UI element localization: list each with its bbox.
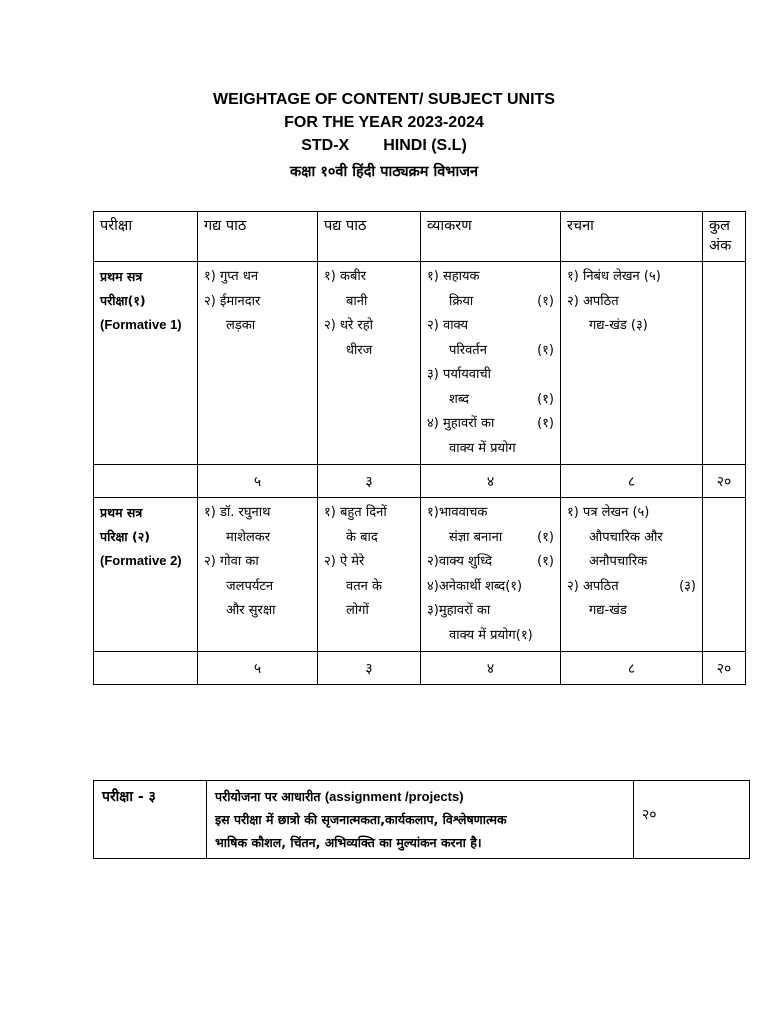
list-item (567, 314, 696, 339)
list-item-text: १) सहायक (427, 269, 480, 284)
marks-value: २० (703, 465, 746, 498)
list-item (567, 550, 696, 575)
item-marks: (१) (537, 416, 554, 431)
list-item (427, 437, 554, 462)
list-item (567, 526, 696, 551)
list-item-text: २) अपठित (567, 578, 619, 594)
list-item (204, 575, 311, 600)
header-gadya: गद्य पाठ (198, 212, 318, 262)
item-marks: (३) (679, 578, 696, 594)
item-marks: (१) (537, 342, 554, 358)
list-item-text: धीरज (346, 342, 373, 358)
list-item (204, 599, 311, 624)
list-item (324, 550, 414, 575)
document-header (0, 88, 768, 185)
list-item-text: जलपर्यटन (226, 578, 274, 594)
exam3-desc-line-2: भाषिक कौशल, चिंतन, अभिव्यक्ति का मुल्यांकन करना है। (215, 835, 482, 850)
list-item (427, 339, 554, 364)
header-exam: परीक्षा (94, 212, 198, 262)
exam3-title: परीयोजना पर आधारीत (215, 789, 321, 804)
list-item-text: १) डॉ. रघुनाथ (204, 505, 271, 520)
list-item (427, 526, 554, 551)
list-item-text: १) कबीर (324, 269, 367, 284)
list-item (324, 290, 414, 315)
total-empty-cell (703, 498, 746, 652)
hindi-title: कक्षा १०वी हिंदी पाठ्यक्रम विभाजन (289, 164, 479, 180)
list-item (427, 388, 554, 413)
list-item (427, 550, 554, 575)
list-item-text: बानी (346, 293, 368, 309)
item-marks: (१) (537, 391, 554, 407)
list-item-text: १)भाववाचक (427, 505, 488, 520)
list-item-text: २)वाक्य शुध्दि (427, 554, 493, 569)
list-item-text: शब्द (449, 391, 470, 407)
list-item-text: २) धरे रहो (324, 318, 373, 333)
list-item (204, 290, 311, 315)
weightage-table (93, 211, 746, 685)
title-line-2: FOR THE YEAR 2023-2024 (284, 114, 484, 131)
marks-value: ५ (198, 465, 318, 498)
exam3-title-eng: (assignment /projects) (324, 789, 464, 804)
subject-label: HINDI (S.L) (383, 137, 467, 154)
list-item (324, 599, 414, 624)
list-item-text: माशेलकर (226, 529, 271, 545)
list-item (567, 290, 696, 315)
list-item (427, 314, 554, 339)
list-item-text: क्रिया (449, 293, 474, 309)
list-item (324, 339, 414, 364)
marks-value: ३ (318, 465, 421, 498)
list-item-text: गद्य-खंड (३) (589, 318, 648, 333)
exam-name-line1: प्रथम सत्र (100, 269, 143, 284)
exam3-description-cell (207, 781, 634, 859)
list-item (204, 550, 311, 575)
list-item-text: १) बहुत दिनों (324, 505, 387, 520)
list-item (324, 501, 414, 526)
list-item (427, 363, 554, 388)
list-item-text: संज्ञा बनाना (449, 529, 503, 545)
list-item-text: ३)मुहावरों का (427, 603, 491, 618)
list-item-text: ३) पर्यायवाची (427, 367, 492, 382)
list-item (204, 501, 311, 526)
list-item (427, 290, 554, 315)
table-row (94, 498, 746, 652)
list-item (427, 265, 554, 290)
list-item-text: गद्य-खंड (589, 603, 627, 618)
marks-value: ४ (421, 652, 561, 685)
marks-row (94, 465, 746, 498)
marks-row-empty-cell (94, 652, 198, 685)
item-marks: (१) (537, 554, 554, 569)
exam-name-eng: (Formative 1) (100, 317, 182, 332)
list-item (324, 265, 414, 290)
table-row (94, 262, 746, 465)
list-item (427, 599, 554, 624)
exam3-desc-line-1: इस परीक्षा में छात्रो की सृजनात्मकता,कार्यकलाप, विश्लेषणात्मक (215, 812, 507, 827)
list-item (427, 575, 554, 600)
marks-value: ५ (198, 652, 318, 685)
list-item-text: औपचारिक और (589, 529, 663, 545)
list-item-text: ४)अनेकार्थी शब्द(१) (427, 578, 523, 594)
marks-value: २० (703, 652, 746, 685)
marks-value: ८ (561, 465, 703, 498)
exam3-label: परीक्षा - ३ (94, 781, 207, 859)
list-item-text: लोगों (346, 603, 369, 618)
list-item-text: १) निबंध लेखन (५) (567, 269, 661, 284)
list-item-text: अनौपचारिक (589, 554, 648, 569)
marks-row-empty-cell (94, 465, 198, 498)
list-item (324, 575, 414, 600)
list-item (567, 575, 696, 600)
list-item-text: वाक्य में प्रयोग(१) (449, 627, 533, 643)
item-marks: (१) (537, 529, 554, 545)
list-item (204, 526, 311, 551)
item-marks: (१) (537, 293, 554, 309)
padya-cell (318, 498, 421, 652)
list-item-text: १) गुप्त धन (204, 269, 259, 284)
vyakaran-cell (421, 262, 561, 465)
list-item-text: ४) मुहावरों का (427, 416, 495, 431)
list-item (324, 526, 414, 551)
list-item-text: २) गोवा का (204, 554, 259, 569)
list-item (567, 599, 696, 624)
padya-cell (318, 262, 421, 465)
exam-name-cell (94, 262, 198, 465)
exam-name-cell (94, 498, 198, 652)
list-item-text: के बाद (346, 529, 378, 545)
marks-value: ४ (421, 465, 561, 498)
vyakaran-cell (421, 498, 561, 652)
exam3-table (93, 780, 750, 859)
total-empty-cell (703, 262, 746, 465)
gadya-cell (198, 262, 318, 465)
list-item-text: परिवर्तन (449, 342, 487, 358)
list-item-text: वाक्य में प्रयोग (449, 440, 516, 456)
list-item (324, 314, 414, 339)
list-item (427, 412, 554, 437)
exam-name-line2: परीक्षा(१) (100, 293, 146, 308)
list-item-text: वतन के (346, 578, 382, 594)
list-item (204, 265, 311, 290)
list-item-text: और सुरक्षा (226, 603, 276, 618)
std-subject-line (0, 134, 768, 157)
rachna-cell (561, 262, 703, 465)
exam-name-line1: प्रथम सत्र (100, 505, 143, 520)
std-label: STD-X (301, 137, 350, 154)
exam3-title-line (215, 785, 625, 808)
list-item (427, 624, 554, 649)
header-total: कुल अंक (703, 212, 746, 262)
header-vyakaran: व्याकरण (421, 212, 561, 262)
list-item (204, 314, 311, 339)
list-item-text: लड़का (226, 318, 256, 333)
list-item (567, 501, 696, 526)
marks-value: ८ (561, 652, 703, 685)
exam3-row (94, 781, 750, 859)
list-item-text: १) पत्र लेखन (५) (567, 505, 650, 520)
exam3-marks: २० (634, 781, 750, 859)
table-header-row (94, 212, 746, 262)
gadya-cell (198, 498, 318, 652)
header-rachna: रचना (561, 212, 703, 262)
header-padya: पद्य पाठ (318, 212, 421, 262)
list-item-text: २) अपठित (567, 293, 619, 309)
list-item (427, 501, 554, 526)
list-item-text: २) ईमानदार (204, 293, 261, 309)
list-item-text: २) ऐ मेरे (324, 554, 365, 569)
list-item-text: २) वाक्य (427, 318, 469, 333)
marks-row (94, 652, 746, 685)
exam-name-eng: (Formative 2) (100, 553, 182, 568)
title-line-1: WEIGHTAGE OF CONTENT/ SUBJECT UNITS (213, 91, 555, 108)
rachna-cell (561, 498, 703, 652)
exam-name-line2: परिक्षा (२) (100, 529, 150, 544)
marks-value: ३ (318, 652, 421, 685)
list-item (567, 265, 696, 290)
